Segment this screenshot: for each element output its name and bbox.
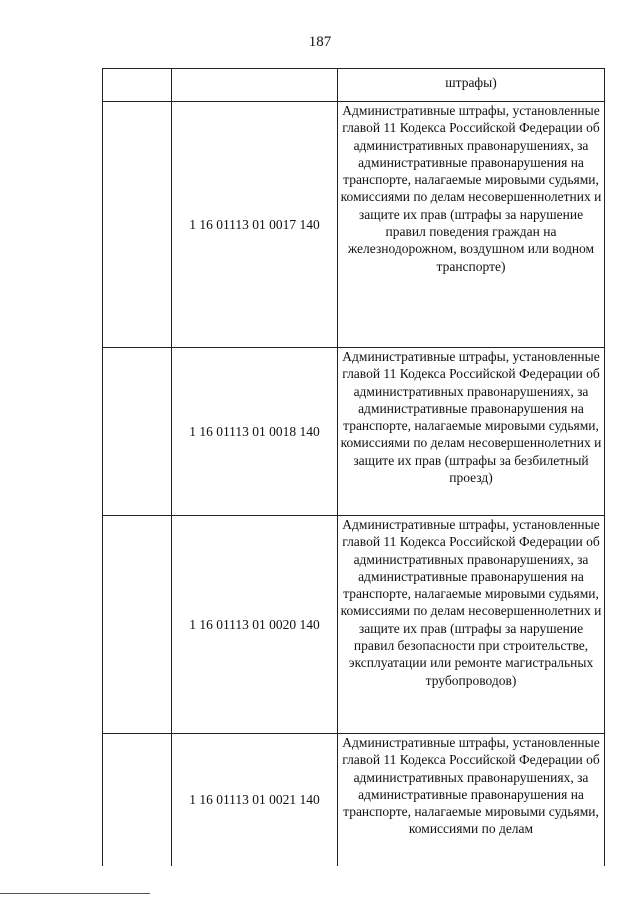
empty-cell — [103, 516, 172, 734]
description-cell: Административные штрафы, установленные главой 11 Кодекса Российской Федерации об административных правонарушениях, за административные правонарушения на транспорте, налагаемые мировыми судьями, комиссиями по делам несовершеннолетних и защите их прав (штрафы за нарушение правил безопасности при строительстве, эксплуатации или ремонте магистральных трубопроводов) — [338, 516, 605, 734]
code-cell: 1 16 01113 01 0018 140 — [172, 348, 338, 516]
empty-cell — [103, 69, 172, 102]
empty-cell — [103, 734, 172, 866]
code-cell — [172, 69, 338, 102]
table-row — [103, 102, 605, 348]
description-cell: штрафы) — [338, 69, 605, 102]
description-cell: Административные штрафы, установленные главой 11 Кодекса Российской Федерации об административных правонарушениях, за административные правонарушения на транспорте, налагаемые мировыми судьями, комиссиями по делам несовершеннолетних и защите их прав (штрафы за безбилетный проезд) — [338, 348, 605, 516]
table-row — [103, 734, 605, 866]
description-cell: Административные штрафы, установленные главой 11 Кодекса Российской Федерации об административных правонарушениях, за административные правонарушения на транспорте, налагаемые мировыми судьями, комиссиями по делам несовершеннолетних и защите их прав (штрафы за нарушение правил поведения граждан на железнодорожном, воздушном или водном транспорте) — [338, 102, 605, 348]
code-cell: 1 16 01113 01 0020 140 — [172, 516, 338, 734]
empty-cell — [103, 102, 172, 348]
code-cell: 1 16 01113 01 0021 140 — [172, 734, 338, 866]
empty-cell — [103, 348, 172, 516]
page-number: 187 — [308, 34, 332, 50]
table-row — [103, 516, 605, 734]
table-row — [103, 69, 605, 102]
footnote-divider — [0, 893, 150, 894]
table-row — [103, 348, 605, 516]
description-cell: Административные штрафы, установленные главой 11 Кодекса Российской Федерации об административных правонарушениях, за административные правонарушения на транспорте, налагаемые мировыми судьями, комиссиями по делам — [338, 734, 605, 866]
budget-codes-table — [102, 68, 605, 866]
code-cell: 1 16 01113 01 0017 140 — [172, 102, 338, 348]
